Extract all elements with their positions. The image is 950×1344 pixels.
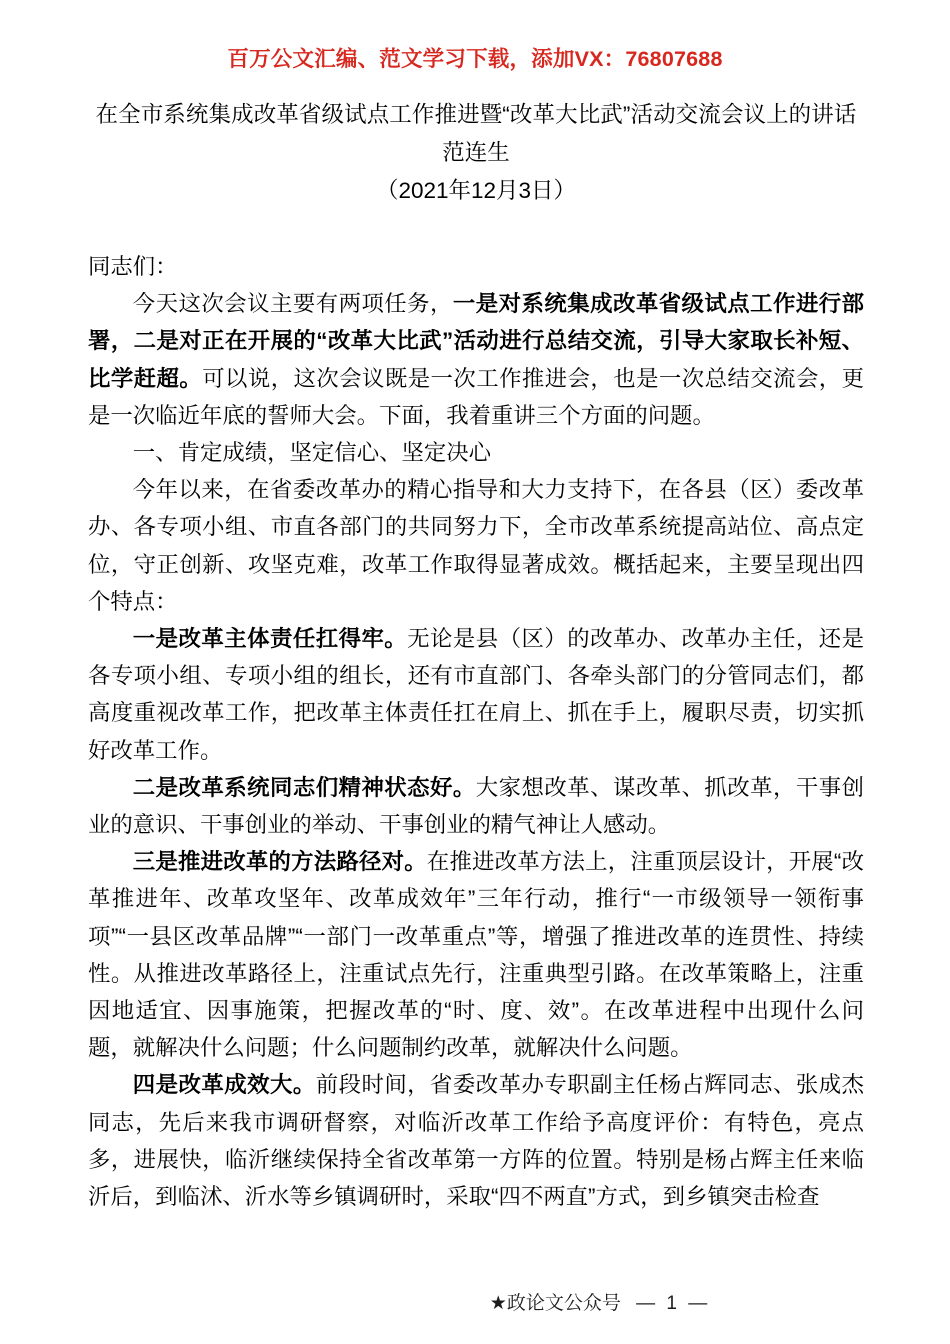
text-run: 前段时间，省委改革办专职副主任杨占辉同志、张成杰同志，先后来我市调研督察，对临沂改革工作给予高度评价：有特色，亮点多，进展快，临沂继续保持全省改革第一方阵的位置。特别是杨占辉主任来临沂后，到临沭、沂水等乡镇调研时，采取“四不两直”方式，到乡镇突击检查	[88, 1072, 865, 1210]
paragraph-point-four	[88, 1066, 864, 1215]
text-run: 无论是县（区）的改革办、改革办主任，还是各专项小组、专项小组的组长，还有市直部门、各牵头部门的分管同志们，都高度重视改革工作，把改革主体责任扛在肩上、抓在手上，履职尽责，切实抓好改革工作。	[88, 626, 865, 763]
paragraph-point-two	[88, 769, 864, 843]
document-date: （2021年12月3日）	[375, 178, 577, 203]
text-run: 今天这次会议主要有两项任务，	[132, 291, 453, 317]
text-run-bold: 一是改革主体责任扛得牢。	[132, 626, 408, 652]
text-run: 一、肯定成绩，坚定信心、坚定决心	[132, 440, 492, 466]
footer-page-number: — 1 —	[636, 1293, 711, 1314]
document-content	[88, 96, 864, 1215]
text-run-bold: 二是改革系统同志们精神状态好。	[132, 774, 476, 800]
paragraph-point-one	[88, 620, 864, 769]
paragraph-section-one-heading	[88, 434, 864, 471]
text-run: 今年以来，在省委改革办的精心指导和大力支持下，在各县（区）委改革办、各专项小组、市直各部门的共同努力下，全市改革系统提高站位、高点定位，守正创新、攻坚克难，改革工作取得显著成效。概括起来，主要呈现出四个特点：	[88, 477, 864, 614]
text-run: 在推进改革方法上，注重顶层设计，开展“改革推进年、改革攻坚年、改革成效年”三年行动，推行“一市级领导一领衔事项”“一县区改革品牌”“一部门一改革重点”等，增强了推进改革的连贯性、持续性。从推进改革路径上，注重试点先行，注重典型引路。在改革策略上，注重因地适宜、因事施策，把握改革的“时、度、效”。在改革进程中出现什么问题，就解决什么问题；什么问题制约改革，就解决什么问题。	[88, 849, 865, 1061]
text-run-bold: 四是改革成效大。	[132, 1072, 316, 1098]
paragraph-intro	[88, 285, 864, 434]
text-run: 大家想改革、谋改革、抓改革，干事创业的意识、干事创业的举动、干事创业的精气神让人感动。	[88, 774, 865, 838]
paragraph-salutation	[88, 248, 864, 285]
paragraph-point-three	[88, 843, 864, 1066]
text-run-bold: 一是对系统集成改革省级试点工作进行部署，二是对正在开展的“改革大比武”活动进行总结交流，引导大家取长补短、比学赶超。	[88, 291, 865, 391]
promo-banner-text: 百万公文汇编、范文学习下载，添加VX：76807688	[227, 47, 723, 71]
page-footer	[0, 1288, 950, 1315]
text-run: 可以说，这次会议既是一次工作推进会，也是一次总结交流会，更是一次临近年底的誓师大会。下面，我着重讲三个方面的问题。	[88, 365, 865, 428]
text-run: 同志们：	[88, 254, 178, 279]
document-author: 范连生	[442, 140, 510, 165]
text-run-bold: 三是推进改革的方法路径对。	[132, 849, 427, 875]
footer-brand-star: ★	[489, 1293, 507, 1314]
paragraph-section-one-lead	[88, 471, 864, 620]
document-paragraphs	[88, 248, 864, 1215]
footer-brand-label: 政论文公众号	[506, 1293, 621, 1314]
document-title: 在全市系统集成改革省级试点工作推进暨“改革大比武”活动交流会议上的讲话	[95, 102, 857, 127]
